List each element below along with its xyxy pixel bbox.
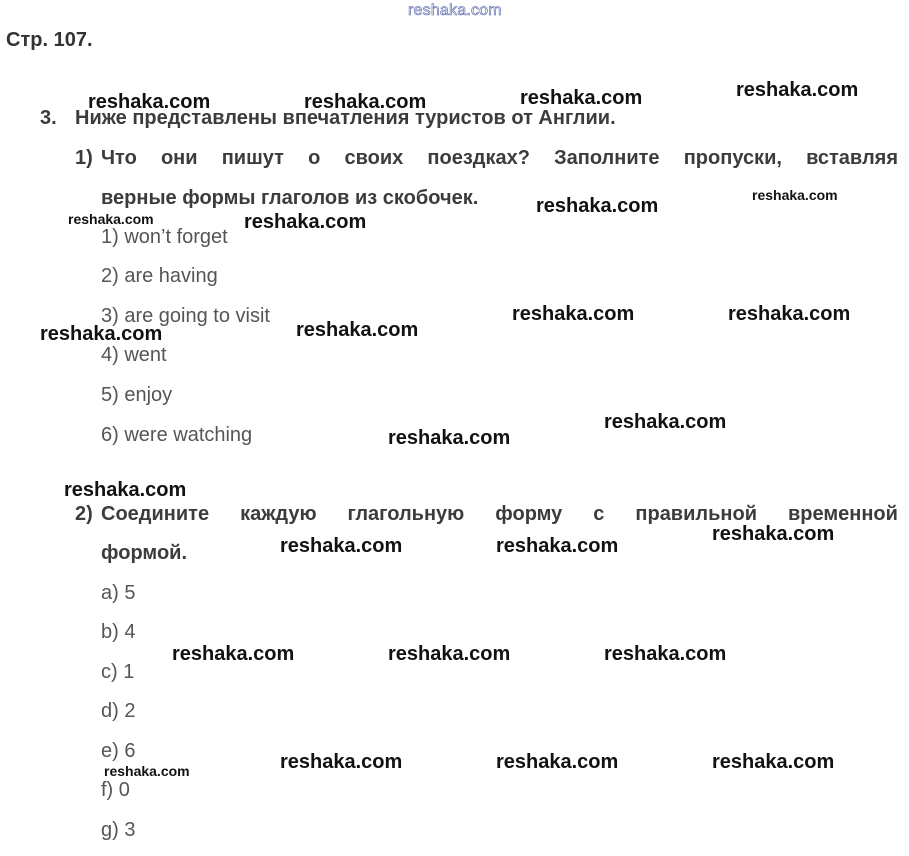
watermark: reshaka.com bbox=[496, 751, 619, 773]
part2-instruction-line2: формой. bbox=[101, 542, 188, 564]
watermark: reshaka.com bbox=[512, 303, 635, 325]
watermark: reshaka.com bbox=[68, 211, 154, 227]
watermark: reshaka.com bbox=[728, 303, 851, 325]
watermark: reshaka.com bbox=[604, 411, 727, 433]
watermark: reshaka.com bbox=[712, 523, 835, 545]
part1-number: 1) bbox=[75, 147, 93, 169]
watermark: reshaka.com bbox=[536, 195, 659, 217]
word: временной bbox=[787, 503, 898, 525]
match-line: a) 5 bbox=[101, 582, 136, 604]
watermark: reshaka.com bbox=[752, 187, 838, 203]
watermark: reshaka.com bbox=[88, 91, 211, 113]
watermark: reshaka.com bbox=[388, 643, 511, 665]
watermark: reshaka.com bbox=[64, 479, 187, 501]
watermark: reshaka.com bbox=[604, 643, 727, 665]
word: каждую bbox=[240, 503, 317, 525]
answer-line: 6) were watching bbox=[101, 424, 253, 446]
word: о bbox=[308, 147, 321, 169]
answer-line: 5) enjoy bbox=[101, 384, 173, 406]
watermark: reshaka.com bbox=[520, 87, 643, 109]
word: вставляя bbox=[806, 147, 898, 169]
word: они bbox=[160, 147, 198, 169]
task-title: Ниже представлены впечатления туристов от Англии. bbox=[75, 107, 616, 129]
watermark: reshaka.com bbox=[244, 211, 367, 233]
word: правильной bbox=[635, 503, 757, 525]
word: своих bbox=[344, 147, 404, 169]
watermark: reshaka.com bbox=[736, 79, 859, 101]
word: пишут bbox=[221, 147, 284, 169]
page-label: Стр. 107. bbox=[6, 29, 93, 51]
part1-instruction-line1 bbox=[101, 147, 898, 170]
part2-number: 2) bbox=[75, 503, 93, 525]
watermark: reshaka.com bbox=[40, 323, 163, 345]
watermark: reshaka.com bbox=[172, 643, 295, 665]
watermark: reshaka.com bbox=[304, 91, 427, 113]
word: Заполните bbox=[554, 147, 660, 169]
watermark: reshaka.com bbox=[388, 427, 511, 449]
match-line: c) 1 bbox=[101, 661, 135, 683]
answer-line: 4) went bbox=[101, 344, 167, 366]
top-watermark: reshaka.com bbox=[408, 2, 502, 19]
match-line: d) 2 bbox=[101, 700, 136, 722]
match-line: g) 3 bbox=[101, 819, 136, 841]
match-line: e) 6 bbox=[101, 740, 136, 762]
watermark: reshaka.com bbox=[296, 319, 419, 341]
watermark: reshaka.com bbox=[712, 751, 835, 773]
answer-line: 3) are going to visit bbox=[101, 305, 270, 327]
watermark: reshaka.com bbox=[104, 763, 190, 779]
answer-line: 2) are having bbox=[101, 265, 218, 287]
task-number: 3. bbox=[40, 107, 57, 129]
part1-instruction-line2: верные формы глаголов из скобочек. bbox=[101, 187, 479, 209]
word: поездках? bbox=[427, 147, 530, 169]
word: с bbox=[593, 503, 605, 525]
match-line: f) 0 bbox=[101, 779, 130, 801]
word: глагольную bbox=[347, 503, 465, 525]
answer-line: 1) won’t forget bbox=[101, 226, 228, 248]
word: форму bbox=[495, 503, 563, 525]
watermark: reshaka.com bbox=[496, 535, 619, 557]
word: пропуски, bbox=[683, 147, 782, 169]
word: Что bbox=[101, 147, 137, 169]
match-line: b) 4 bbox=[101, 621, 136, 643]
watermark: reshaka.com bbox=[280, 751, 403, 773]
watermark: reshaka.com bbox=[280, 535, 403, 557]
word: Соедините bbox=[101, 503, 210, 525]
